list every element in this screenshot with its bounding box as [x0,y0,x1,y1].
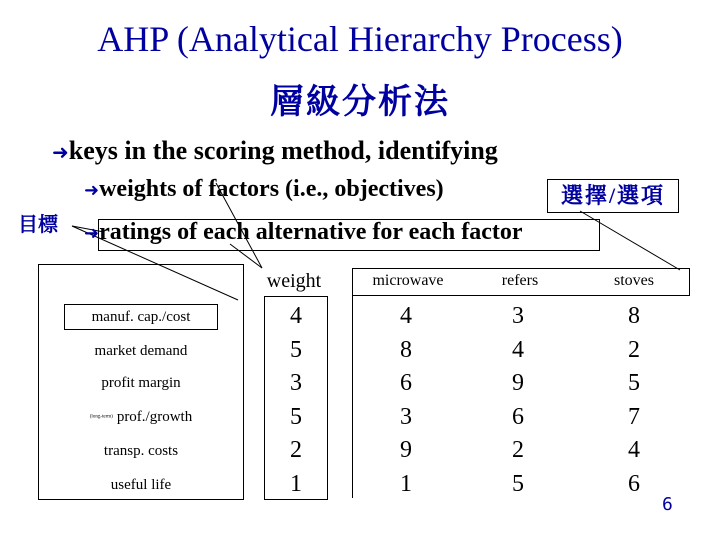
side-label: 目標 [18,214,58,236]
arrow-right-icon: ➜ [84,223,100,244]
rating-value-stoves: 8 [628,303,640,329]
rating-value-stoves: 5 [628,370,640,397]
rating-value-microwave: 9 [400,437,412,464]
stoves-values [614,300,654,502]
weight-value: 5 [290,336,302,363]
selection-label-box: 選擇/選項 [547,179,679,213]
factor-label-box [64,370,218,396]
factor-label-box [64,438,218,464]
factor-label-box [64,472,218,498]
bullet-weights [84,176,444,203]
rating-value-microwave: 3 [400,403,412,430]
factor-label: market demand [94,343,188,359]
rating-value-stoves: 7 [628,403,640,430]
bullet-ratings [84,219,523,246]
refers-values [498,300,538,502]
bullet-weights-text: weights of factors (i.e., objectives) [99,176,444,202]
alternative-header-microwave: microwave [372,272,444,289]
factor-label-box [64,404,218,430]
factor-prefix: (long-term) [89,414,113,420]
page-title: AHP (Analytical Hierarchy Process) [97,19,623,59]
rating-value-refers: 6 [512,403,524,430]
arrow-right-icon: ➜ [52,140,69,164]
rating-value-stoves: 4 [628,437,640,464]
rating-value-microwave: 1 [400,470,412,497]
page-subtitle: 層級分析法 [270,84,450,121]
rating-value-refers: 3 [512,303,524,329]
weight-header: weight [266,270,322,292]
weight-value: 5 [290,403,302,430]
alternatives-header-box [352,268,690,296]
rating-value-stoves: 6 [628,470,640,497]
rating-value-refers: 5 [512,470,524,497]
bullet-main [52,136,498,166]
rating-value-refers: 9 [512,370,524,397]
weight-value: 3 [290,370,302,397]
microwave-values [386,300,426,502]
weights-values [276,300,316,502]
rating-value-refers: 4 [512,336,524,363]
rating-value-microwave: 8 [400,336,412,363]
weight-value: 1 [290,470,302,497]
bullet-ratings-text: ratings of each alternative for each factor [99,219,523,245]
bullet-main-text: keys in the scoring method, identifying [68,136,498,165]
arrow-right-icon: ➜ [84,180,100,201]
factor-label-box [64,338,218,364]
alternative-header-stoves: stoves [614,272,654,289]
factor-label: profit margin [101,375,181,391]
rating-value-microwave: 4 [400,303,412,329]
rating-value-stoves: 2 [628,336,640,363]
factor-label: useful life [110,477,172,493]
rating-value-refers: 2 [512,437,524,464]
weight-value: 4 [290,303,302,329]
alternative-header-refers: refers [501,272,539,289]
weight-value: 2 [290,437,302,464]
factor-label: prof./growth [116,409,193,425]
factor-label: manuf. cap./cost [91,309,191,325]
factor-label-box [64,304,218,330]
rating-value-microwave: 6 [400,370,412,397]
page-number: 6 [662,494,673,515]
alternatives-left-border [352,294,353,498]
factor-label: transp. costs [103,443,179,459]
